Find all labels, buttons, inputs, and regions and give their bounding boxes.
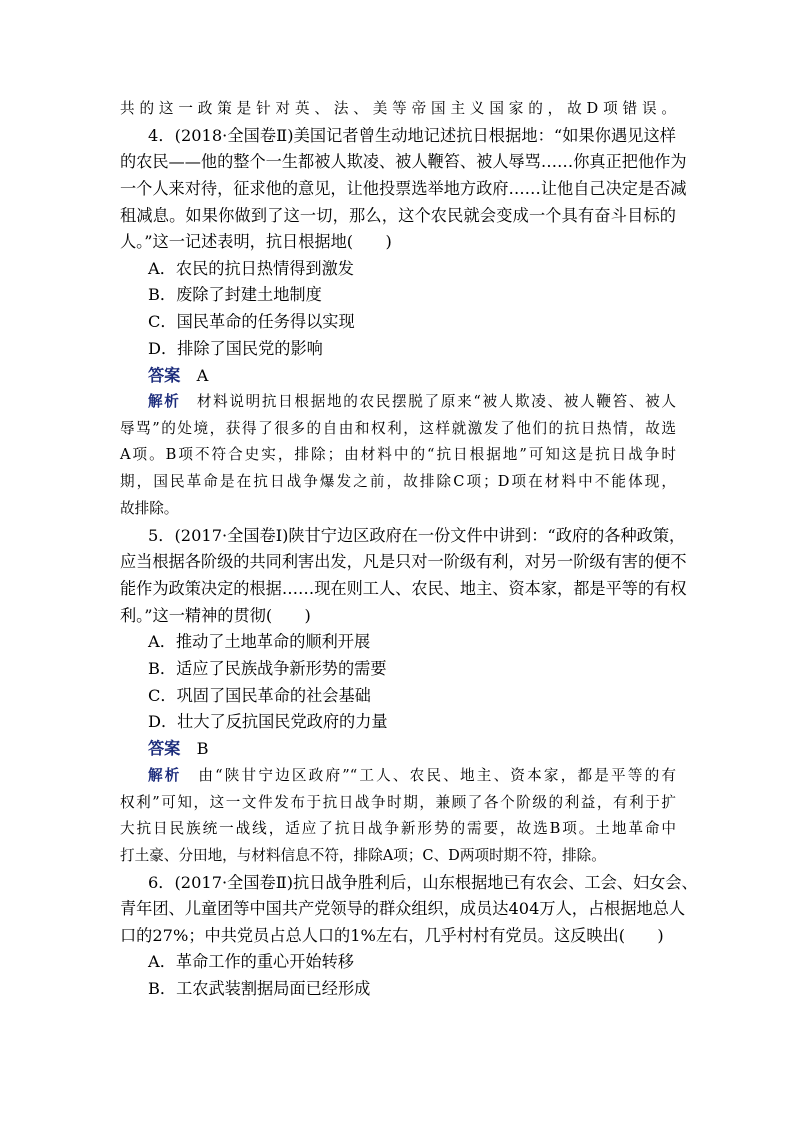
question-5-answer bbox=[148, 736, 208, 762]
answer-value: A bbox=[196, 366, 209, 385]
question-6-stem-line: 6．(2017·全国卷Ⅱ)抗日战争胜利后，山东根据地已有农会、工会、妇女会、 bbox=[148, 873, 698, 892]
answer-label: 答案 bbox=[148, 366, 181, 385]
question-4-analysis-line: 解析 材料说明抗日根据地的农民摆脱了原来“被人欺凌、被人鞭笞、被人 bbox=[148, 393, 676, 410]
analysis-label: 解析 bbox=[148, 393, 181, 410]
answer-label: 答案 bbox=[148, 739, 181, 758]
previous-analysis-tail: 共的这一政策是针对英、法、美等帝国主义国家的，故D项错误。 bbox=[120, 100, 676, 117]
question-5-analysis-line: 打土豪、分田地，与材料信息不符，排除A项；C、D两项时期不符，排除。 bbox=[120, 847, 606, 864]
question-5-analysis-line: 权利”可知，这一文件发布于抗日战争时期，兼顾了各个阶级的利益，有利于扩 bbox=[120, 794, 676, 811]
question-4-stem-line: 4．(2018·全国卷Ⅱ)美国记者曾生动地记述抗日根据地：“如果你遇见这样 bbox=[148, 126, 676, 145]
question-5-option-a: A．推动了土地革命的顺利开展 bbox=[148, 632, 371, 651]
question-5-option-c: C．巩固了国民革命的社会基础 bbox=[148, 686, 371, 705]
question-5-option-b: B．适应了民族战争新形势的需要 bbox=[148, 659, 387, 678]
question-4-option-c: C．国民革命的任务得以实现 bbox=[148, 312, 355, 331]
question-4-analysis-line: 辱骂”的处境，获得了很多的自由和权利，这样就激发了他们的抗日热情，故选 bbox=[120, 420, 676, 437]
question-5-stem-line: 5．(2017·全国卷Ⅰ)陕甘宁边区政府在一份文件中讲到：“政府的各种政策， bbox=[148, 526, 686, 545]
question-5-stem-line: 利。”这一精神的贯彻( ) bbox=[120, 606, 311, 625]
question-5-option-d: D．壮大了反抗国民党政府的力量 bbox=[148, 712, 388, 731]
question-4-option-a: A．农民的抗日热情得到激发 bbox=[148, 259, 354, 278]
question-6-option-a: A．革命工作的重心开始转移 bbox=[148, 952, 354, 971]
question-6-stem-line: 青年团、儿童团等中国共产党领导的群众组织，成员达404万人，占根据地总人 bbox=[120, 899, 686, 918]
question-5-stem-line: 能作为政策决定的根据……现在则工人、农民、地主、资本家，都是平等的有权 bbox=[120, 579, 687, 598]
question-4-option-d: D．排除了国民党的影响 bbox=[148, 339, 323, 358]
question-4-stem-line: 租减息。如果你做到了这一切，那么，这个农民就会变成一个具有奋斗目标的 bbox=[120, 206, 676, 225]
question-4-stem-line: 的农民——他的整个一生都被人欺凌、被人鞭笞、被人辱骂……你真正把他作为 bbox=[120, 152, 687, 171]
question-4-stem-line: 一个人来对待，征求他的意见，让他投票选举地方政府……让他自己决定是否减 bbox=[120, 179, 687, 198]
question-6-option-b: B．工农武装割据局面已经形成 bbox=[148, 979, 371, 998]
question-4-analysis-line: 期，国民革命是在抗日战争爆发之前，故排除C项；D项在材料中不能体现， bbox=[120, 473, 676, 490]
answer-value: B bbox=[196, 739, 209, 758]
question-5-analysis-line: 大抗日民族统一战线，适应了抗日战争新形势的需要，故选B项。土地革命中 bbox=[120, 820, 676, 837]
question-4-answer bbox=[148, 363, 208, 389]
question-4-option-b: B．废除了封建土地制度 bbox=[148, 285, 322, 304]
question-6-stem-line: 口的27%；中共党员占总人口的1%左右，几乎村村有党员。这反映出( ) bbox=[120, 926, 664, 945]
question-5-stem-line: 应当根据各阶级的共同利害出发，凡是只对一阶级有利，对另一阶级有害的便不 bbox=[120, 552, 687, 571]
question-4-stem-line: 人。”这一记述表明，抗日根据地( ) bbox=[120, 232, 392, 251]
analysis-label: 解析 bbox=[148, 767, 182, 784]
question-5-analysis-line: 解析 由“陕甘宁边区政府”“工人、农民、地主、资本家，都是平等的有 bbox=[148, 767, 676, 784]
question-4-analysis-line: A项。B项不符合史实，排除；由材料中的“抗日根据地”可知这是抗日战争时 bbox=[120, 446, 676, 463]
question-4-analysis-line: 故排除。 bbox=[120, 500, 179, 517]
